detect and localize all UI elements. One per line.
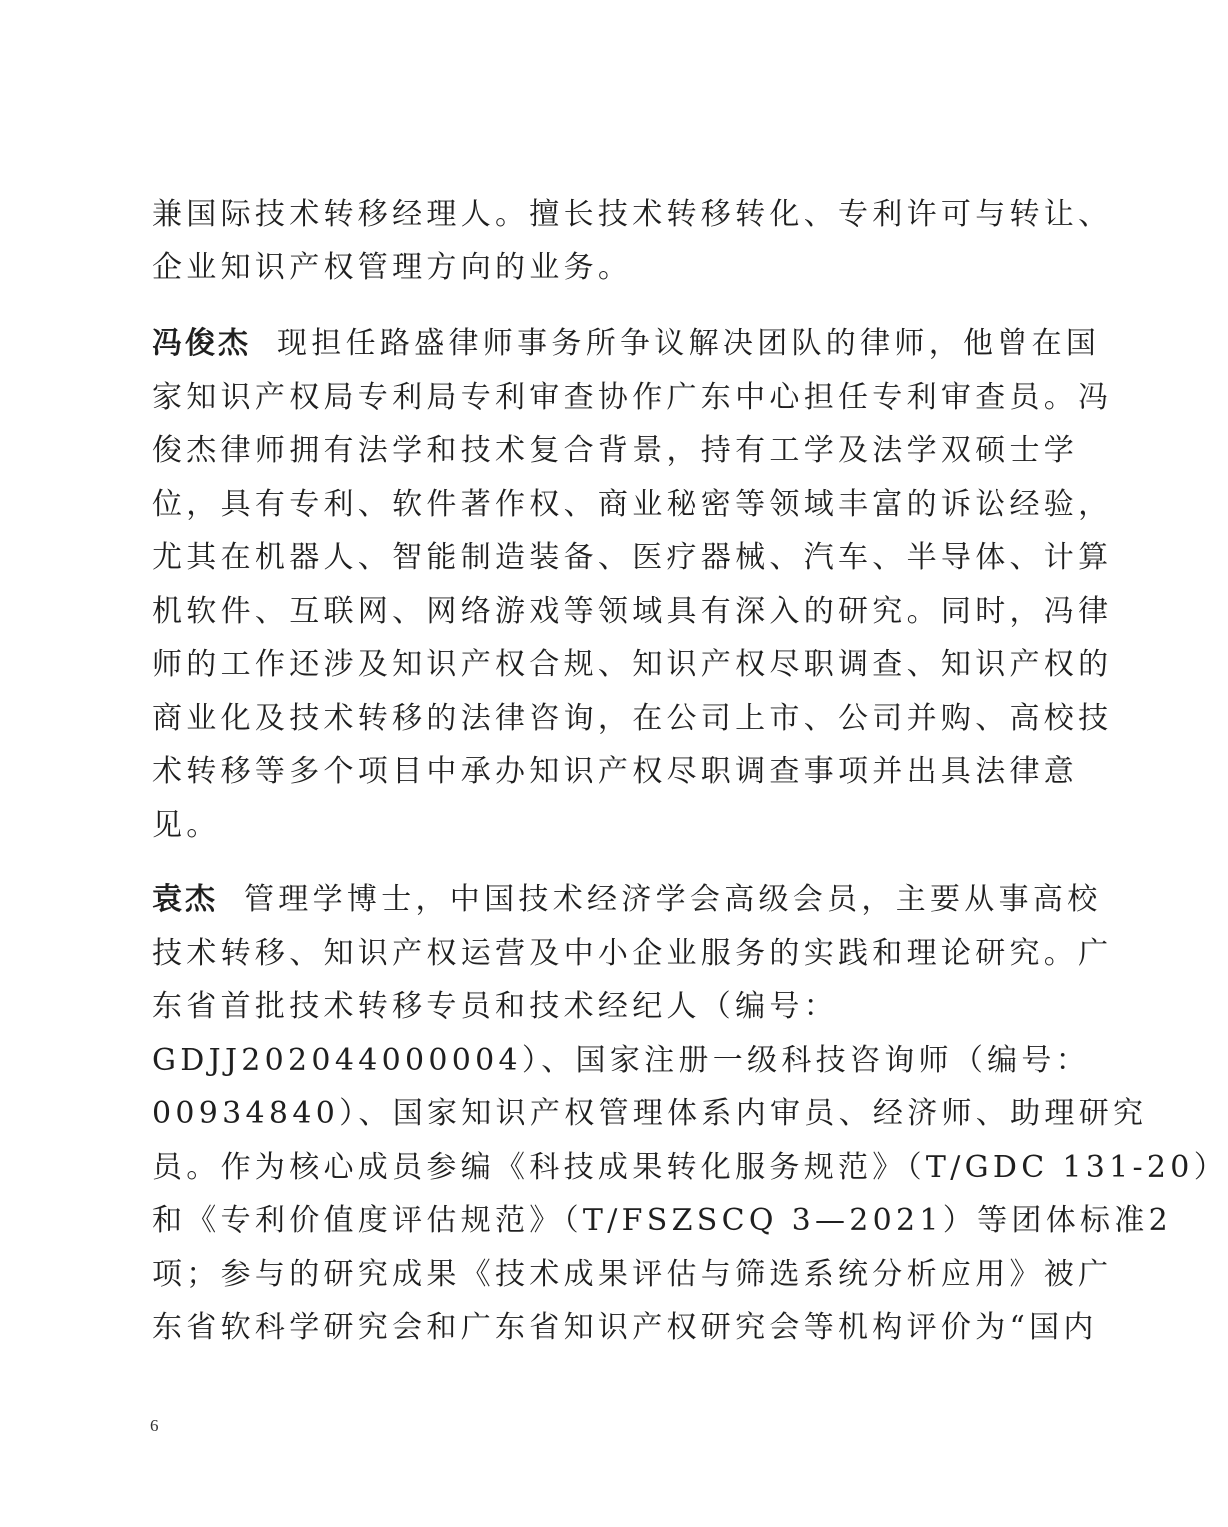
text-line: 位，具有专利、软件著作权、商业秘密等领域丰富的诉讼经验，	[152, 487, 1113, 522]
text-line	[152, 872, 1102, 928]
text-line: 项；参与的研究成果《技术成果评估与筛选系统分析应用》被广	[152, 1257, 1113, 1292]
text-line: 员。作为核心成员参编《科技成果转化服务规范》（T/GDC 131-20）	[152, 1150, 1228, 1185]
text-line: 机软件、互联网、网络游戏等领域具有深入的研究。同时，冯律	[152, 594, 1113, 629]
text-line	[152, 316, 1101, 372]
page-number: 6	[150, 1416, 159, 1435]
person-name: 袁杰	[152, 882, 218, 917]
text-line: 东省首批技术转移专员和技术经纪人（编号：	[152, 989, 838, 1024]
text-line: 企业知识产权管理方向的业务。	[152, 250, 633, 285]
text-span: 现担任路盛律师事务所争议解决团队的律师，他曾在国	[277, 326, 1101, 361]
text-span: 管理学博士，中国技术经济学会高级会员，主要从事高校	[244, 882, 1102, 917]
text-line: 商业化及技术转移的法律咨询，在公司上市、公司并购、高校技	[152, 701, 1113, 736]
text-line: 兼国际技术转移经理人。擅长技术转移转化、专利许可与转让、	[152, 197, 1113, 232]
text-line: 东省软科学研究会和广东省知识产权研究会等机构评价为“国内	[152, 1310, 1098, 1345]
person-name: 冯俊杰	[152, 326, 251, 361]
text-line: 见。	[152, 808, 221, 843]
text-line: 00934840）、国家知识产权管理体系内审员、经济师、助理研究	[152, 1096, 1148, 1131]
text-line: 家知识产权局专利局专利审查协作广东中心担任专利审查员。冯	[152, 380, 1113, 415]
text-line: 术转移等多个项目中承办知识产权尽职调查事项并出具法律意	[152, 754, 1079, 789]
text-line: 技术转移、知识产权运营及中小企业服务的实践和理论研究。广	[152, 936, 1113, 971]
text-line: 俊杰律师拥有法学和技术复合背景，持有工学及法学双硕士学	[152, 433, 1079, 468]
text-line: GDJJ202044000004）、国家注册一级科技咨询师（编号：	[152, 1043, 1091, 1078]
text-line: 师的工作还涉及知识产权合规、知识产权尽职调查、知识产权的	[152, 647, 1113, 682]
text-line: 和《专利价值度评估规范》（T/FSZSCQ 3—2021）等团体标准2	[152, 1203, 1172, 1238]
text-line: 尤其在机器人、智能制造装备、医疗器械、汽车、半导体、计算	[152, 540, 1113, 575]
